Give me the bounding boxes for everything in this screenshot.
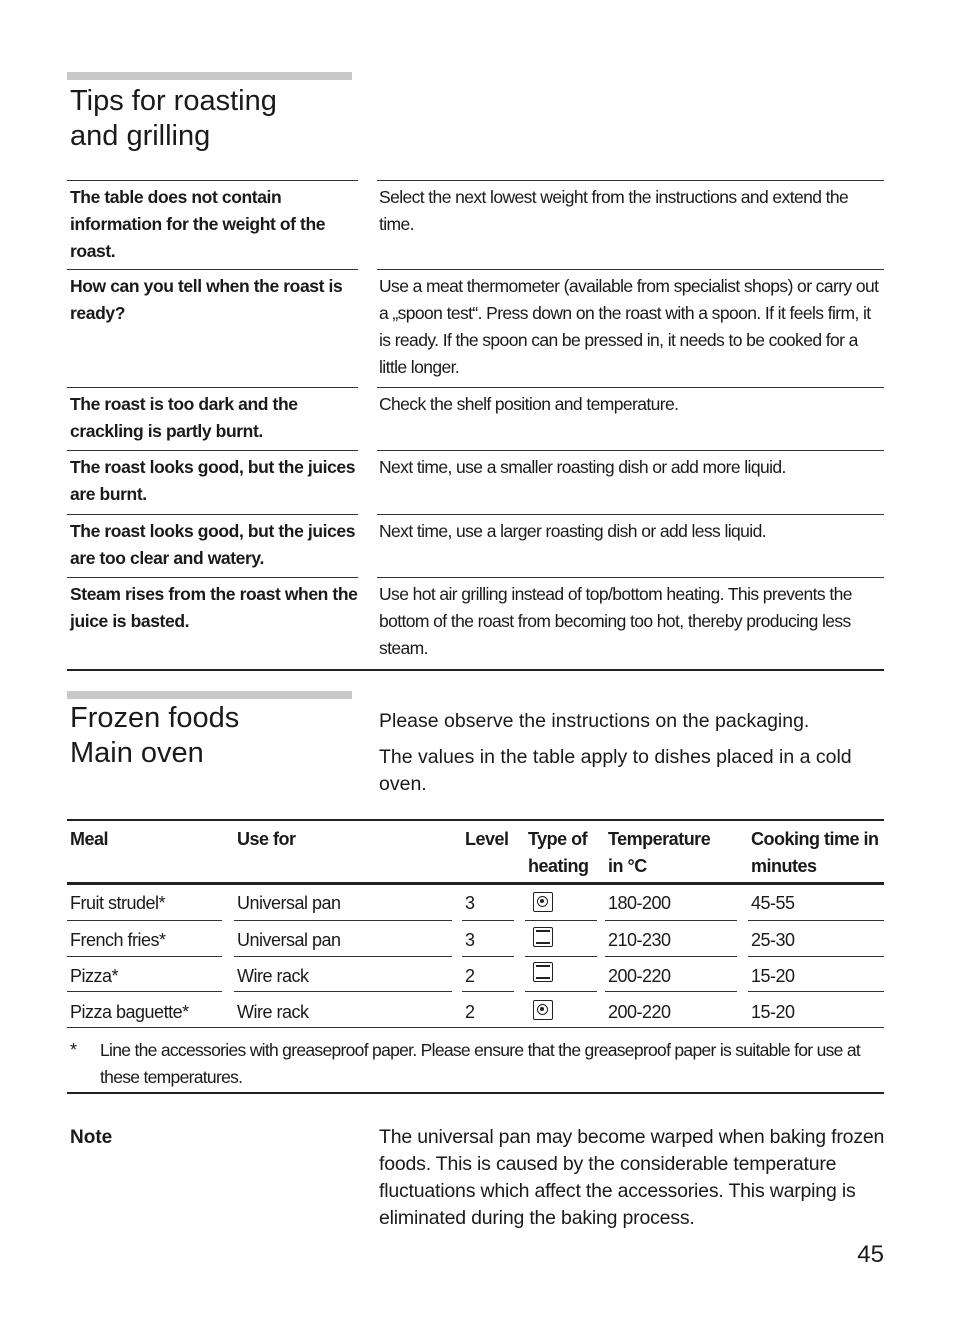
row-rule: [462, 991, 514, 992]
tip-answer: Use hot air grilling instead of top/bottom heating. This prevents the bottom of the roast from becoming too hot, thereby producing less steam.: [377, 577, 884, 669]
col-header-meal: Meal: [70, 829, 109, 849]
header-line: Temperature: [608, 829, 711, 849]
tip-question: The roast looks good, but the juices are too clear and watery.: [67, 514, 358, 577]
row-rule: [462, 920, 514, 921]
col-header-cooking-time: [751, 826, 879, 880]
row-rule: [462, 956, 514, 957]
tip-answer: Use a meat thermometer (available from specialist shops) or carry out a „spoon test“. Press down on the roast with a spoon. If it feels firm, it is ready. If the spoon can be pressed in, it needs to be cooked for a little longer.: [377, 269, 884, 387]
cell-level: 3: [465, 930, 475, 950]
cell-meal: Pizza baguette*: [70, 1002, 189, 1022]
table-rule: [67, 669, 884, 671]
row-rule: [748, 956, 884, 957]
cell-use-for: Wire rack: [237, 1002, 309, 1022]
hot-air-icon: [533, 892, 553, 912]
section-bar: [67, 691, 352, 699]
cell-cooking-time: 15-20: [751, 966, 795, 986]
col-header-heating: [528, 826, 589, 880]
tip-question: The roast looks good, but the juices are burnt.: [67, 450, 358, 514]
row-rule: [525, 956, 597, 957]
cell-meal: French fries*: [70, 930, 166, 950]
cell-temperature: 200-220: [608, 1002, 671, 1022]
row-rule: [605, 956, 737, 957]
tip-question: How can you tell when the roast is ready?: [67, 269, 358, 387]
row-rule: [234, 956, 452, 957]
row-rule: [67, 1027, 884, 1028]
top-bottom-heating-icon: [533, 962, 553, 982]
row-rule: [67, 956, 222, 957]
cell-cooking-time: 25-30: [751, 930, 795, 950]
header-line: Cooking time in: [751, 829, 879, 849]
footnote: Line the accessories with greaseproof paper. Please ensure that the greaseproof paper is suitable for use at these temperatures.: [100, 1040, 861, 1087]
col-header-temperature: [608, 826, 710, 880]
page-number: 45: [857, 1241, 884, 1268]
col-header-level: Level: [465, 829, 509, 849]
cell-level: 3: [465, 893, 475, 913]
tip-answer: Select the next lowest weight from the instructions and extend the time.: [377, 180, 884, 268]
cell-use-for: Universal pan: [237, 893, 341, 913]
title-line: Tips for roasting: [70, 85, 277, 117]
row-rule: [748, 920, 884, 921]
header-line: in °C: [608, 856, 647, 876]
tip-answer: Next time, use a larger roasting dish or add less liquid.: [377, 514, 884, 577]
fan-symbol: [537, 896, 548, 907]
table-rule: [67, 819, 884, 821]
top-bottom-heating-icon: [533, 927, 553, 947]
cell-meal: Fruit strudel*: [70, 893, 166, 913]
tip-question: The table does not contain information for the weight of the roast.: [67, 180, 358, 268]
table-rule: [67, 1092, 884, 1094]
row-rule: [525, 920, 597, 921]
section-bar: [67, 72, 352, 80]
intro-cold-oven: The values in the table apply to dishes placed in a cold oven.: [379, 746, 852, 795]
cell-meal: Pizza*: [70, 966, 119, 986]
header-line: Type of: [528, 829, 588, 849]
row-rule: [748, 991, 884, 992]
row-rule: [525, 991, 597, 992]
cell-use-for: Universal pan: [237, 930, 341, 950]
footnote-mark: *: [70, 1040, 78, 1060]
cell-temperature: 210-230: [608, 930, 671, 950]
cell-temperature: 200-220: [608, 966, 671, 986]
title-line: Main oven: [70, 737, 204, 769]
row-rule: [234, 920, 452, 921]
table-header-rule: [67, 882, 884, 885]
cell-temperature: 180-200: [608, 893, 671, 913]
title-line: and grilling: [70, 120, 211, 152]
tip-question: The roast is too dark and the crackling is partly burnt.: [67, 387, 358, 450]
row-rule: [605, 920, 737, 921]
header-line: minutes: [751, 856, 817, 876]
section-title-tips: [70, 84, 277, 154]
cell-cooking-time: 45-55: [751, 893, 795, 913]
section-title-frozen-foods: [70, 701, 239, 771]
tip-answer: Next time, use a smaller roasting dish or add more liquid.: [377, 450, 884, 514]
note-label: Note: [70, 1127, 113, 1148]
tip-answer: Check the shelf position and temperature.: [377, 387, 884, 450]
intro-packaging: Please observe the instructions on the packaging.: [379, 710, 810, 732]
title-line: Frozen foods: [70, 702, 240, 734]
cell-level: 2: [465, 966, 475, 986]
row-rule: [605, 991, 737, 992]
fan-symbol: [537, 1004, 548, 1015]
col-header-use-for: Use for: [237, 829, 296, 849]
row-rule: [234, 991, 452, 992]
cell-cooking-time: 15-20: [751, 1002, 795, 1022]
row-rule: [67, 991, 222, 992]
tip-question: Steam rises from the roast when the juice is basted.: [67, 577, 358, 669]
note-text: The universal pan may become warped when baking frozen foods. This is caused by the considerable temperature fluctuations which affect the accessories. This warping is eliminated during the baking process.: [379, 1126, 885, 1229]
hot-air-icon: [533, 1000, 553, 1020]
cell-use-for: Wire rack: [237, 966, 309, 986]
cell-level: 2: [465, 1002, 475, 1022]
row-rule: [67, 920, 222, 921]
header-line: heating: [528, 856, 589, 876]
